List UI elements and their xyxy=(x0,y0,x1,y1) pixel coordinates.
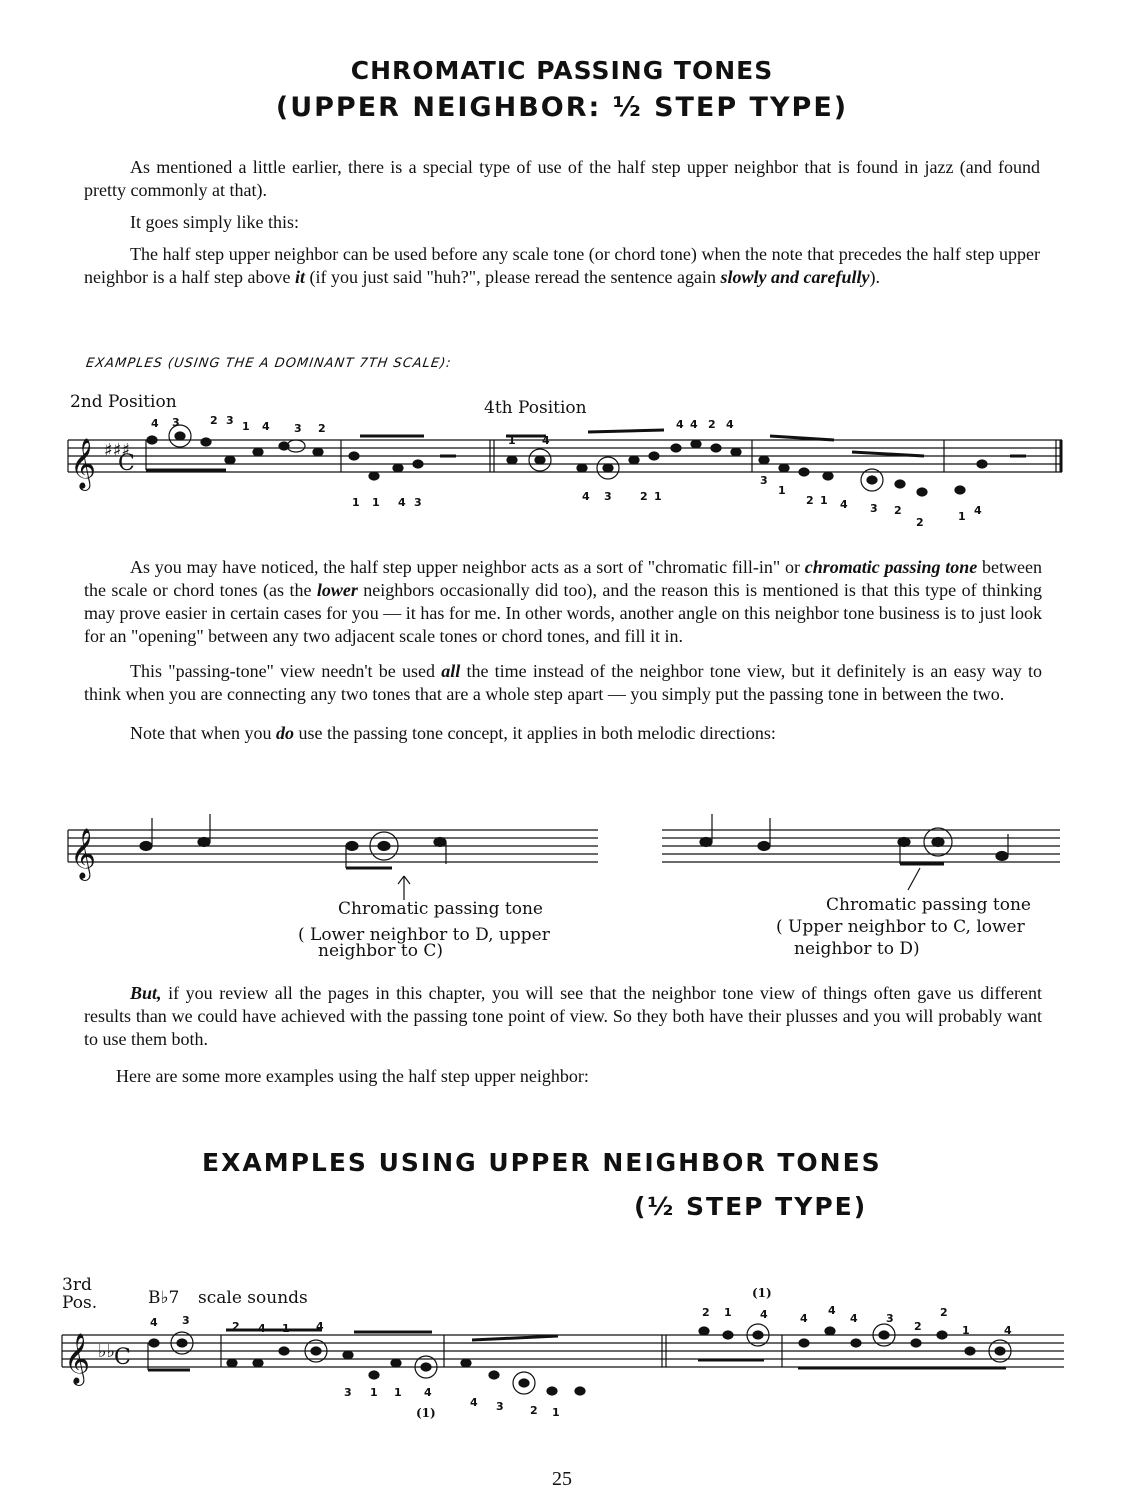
svg-text:2: 2 xyxy=(318,422,326,435)
svg-text:4: 4 xyxy=(800,1312,808,1325)
body-text-3 xyxy=(84,982,1042,1088)
svg-text:4: 4 xyxy=(151,417,159,430)
body-text-2 xyxy=(84,556,1042,745)
svg-text:3: 3 xyxy=(870,502,878,515)
svg-text:3: 3 xyxy=(760,474,768,487)
svg-text:1: 1 xyxy=(372,496,380,509)
caption-right-line2: ( Upper neighbor to C, lower xyxy=(776,917,1025,937)
section-title: EXAMPLES USING UPPER NEIGHBOR TONES xyxy=(202,1148,882,1177)
caption-left-title: Chromatic passing tone xyxy=(338,899,543,919)
chord-symbol: B♭7 xyxy=(148,1288,180,1308)
svg-text:4: 4 xyxy=(690,418,698,431)
svg-text:4: 4 xyxy=(398,496,406,509)
treble-clef-icon: 𝄞 xyxy=(70,438,97,489)
footnote-marker: (1) xyxy=(416,1406,436,1420)
svg-text:1: 1 xyxy=(242,420,250,433)
fingering-numbers xyxy=(150,1304,1012,1419)
svg-text:4: 4 xyxy=(840,498,848,511)
svg-text:1: 1 xyxy=(724,1306,732,1319)
svg-text:4: 4 xyxy=(258,1322,266,1335)
svg-text:4: 4 xyxy=(262,420,270,433)
svg-text:4: 4 xyxy=(1004,1324,1012,1337)
notes-example-2 xyxy=(140,814,1008,900)
svg-text:3: 3 xyxy=(182,1314,190,1327)
svg-text:2: 2 xyxy=(210,414,218,427)
svg-text:1: 1 xyxy=(778,484,786,497)
key-signature-icon: ♭♭ xyxy=(98,1341,115,1362)
treble-clef-icon: 𝄞 xyxy=(70,828,97,879)
svg-text:1: 1 xyxy=(394,1386,402,1399)
svg-text:1: 1 xyxy=(508,434,516,447)
svg-text:3: 3 xyxy=(414,496,422,509)
svg-text:1: 1 xyxy=(958,510,966,523)
paragraph-7: But, if you review all the pages in this chapter, you will see that the neighbor tone view of things often gave us different results than we could have achieved with the passing tone point of view. So they both have their plusses and you will probably want to use them both. xyxy=(84,983,1042,1049)
svg-text:4: 4 xyxy=(726,418,734,431)
svg-text:4: 4 xyxy=(828,1304,836,1317)
svg-text:4: 4 xyxy=(850,1312,858,1325)
section-subtitle: (½ STEP TYPE) xyxy=(634,1192,868,1221)
notes-example-1 xyxy=(146,425,1026,496)
svg-text:2: 2 xyxy=(914,1320,922,1333)
svg-text:3: 3 xyxy=(344,1386,352,1399)
page-title: CHROMATIC PASSING TONES xyxy=(350,56,774,85)
svg-text:1: 1 xyxy=(962,1324,970,1337)
svg-text:3: 3 xyxy=(294,422,302,435)
svg-text:2: 2 xyxy=(940,1306,948,1319)
svg-text:2: 2 xyxy=(232,1320,240,1333)
svg-text:2: 2 xyxy=(530,1404,538,1417)
svg-text:3: 3 xyxy=(172,416,180,429)
svg-text:1: 1 xyxy=(552,1406,560,1419)
svg-text:4: 4 xyxy=(676,418,684,431)
svg-text:3: 3 xyxy=(226,414,234,427)
svg-text:C: C xyxy=(118,451,135,476)
svg-text:2: 2 xyxy=(894,504,902,517)
svg-text:4: 4 xyxy=(542,434,550,447)
position-label-3rd: 3rd Pos. xyxy=(62,1275,98,1313)
paragraph-1: As mentioned a little earlier, there is a special type of use of the half step upper neighbor that is found in jazz (and found pretty commonly at that). xyxy=(84,157,1040,200)
svg-text:2: 2 xyxy=(702,1306,710,1319)
treble-clef-icon: 𝄞 xyxy=(64,1333,91,1384)
svg-text:2: 2 xyxy=(640,490,648,503)
svg-text:1: 1 xyxy=(370,1386,378,1399)
svg-text:2: 2 xyxy=(916,516,924,529)
caption-left-line3: neighbor to C) xyxy=(318,941,444,961)
caption-right-title: Chromatic passing tone xyxy=(826,895,1031,915)
svg-text:2: 2 xyxy=(708,418,716,431)
svg-text:1: 1 xyxy=(654,490,662,503)
page-number: 25 xyxy=(552,1468,572,1490)
footnote-marker: (1) xyxy=(752,1286,772,1300)
paragraph-6: Note that when you do use the passing tone concept, it applies in both melodic directions: xyxy=(130,723,776,743)
svg-text:4: 4 xyxy=(316,1320,324,1333)
position-label-2nd: 2nd Position xyxy=(70,392,177,412)
paragraph-4: As you may have noticed, the half step upper neighbor acts as a sort of "chromatic fill-in" or chromatic passing tone between the scale or chord tones (as the lower neighbors occasionally did too), and the reason this is mentioned is that this type of thinking may prove easier in certain cases for you — it has for me. In other words, another angle on this neighbor tone business is to just look for an "opening" between any two adjacent scale tones or chord tones, and fill it in. xyxy=(84,557,1042,646)
svg-text:3: 3 xyxy=(604,490,612,503)
position-label-4th: 4th Position xyxy=(484,398,587,418)
paragraph-5: This "passing-tone" view needn't be used all the time instead of the neighbor tone view, but it definitely is an easy way to think when you are connecting any two tones that are a whole step apart — you simply put the passing tone in between the two. xyxy=(84,661,1042,704)
svg-text:4: 4 xyxy=(424,1386,432,1399)
paragraph-3: The half step upper neighbor can be used before any scale tone (or chord tone) when the note that precedes the half step upper neighbor is a half step above it (if you just said "huh?", please reread the sentence again slowly and carefully). xyxy=(84,244,1040,287)
paragraph-8: Here are some more examples using the half step upper neighbor: xyxy=(116,1066,589,1086)
caption-left-line2: ( Lower neighbor to D, upper xyxy=(298,925,550,945)
svg-text:4: 4 xyxy=(150,1316,158,1329)
paragraph-2: It goes simply like this: xyxy=(130,212,299,232)
scale-label: scale sounds xyxy=(198,1288,308,1308)
svg-text:1: 1 xyxy=(820,494,828,507)
svg-text:1: 1 xyxy=(352,496,360,509)
svg-text:4: 4 xyxy=(582,490,590,503)
svg-text:3: 3 xyxy=(886,1312,894,1325)
svg-text:C: C xyxy=(114,1345,131,1370)
key-signature-icon: ♯♯♯ xyxy=(104,440,131,461)
svg-text:4: 4 xyxy=(974,504,982,517)
svg-text:4: 4 xyxy=(760,1308,768,1321)
svg-text:4: 4 xyxy=(470,1396,478,1409)
handwritten-note: EXAMPLES (USING THE A DOMINANT 7TH SCALE): xyxy=(84,356,453,371)
svg-text:2: 2 xyxy=(806,494,814,507)
svg-text:3: 3 xyxy=(496,1400,504,1413)
page-subtitle: (UPPER NEIGHBOR: ½ STEP TYPE) xyxy=(275,92,849,123)
svg-text:1: 1 xyxy=(282,1322,290,1335)
caption-right-line3: neighbor to D) xyxy=(794,939,920,959)
